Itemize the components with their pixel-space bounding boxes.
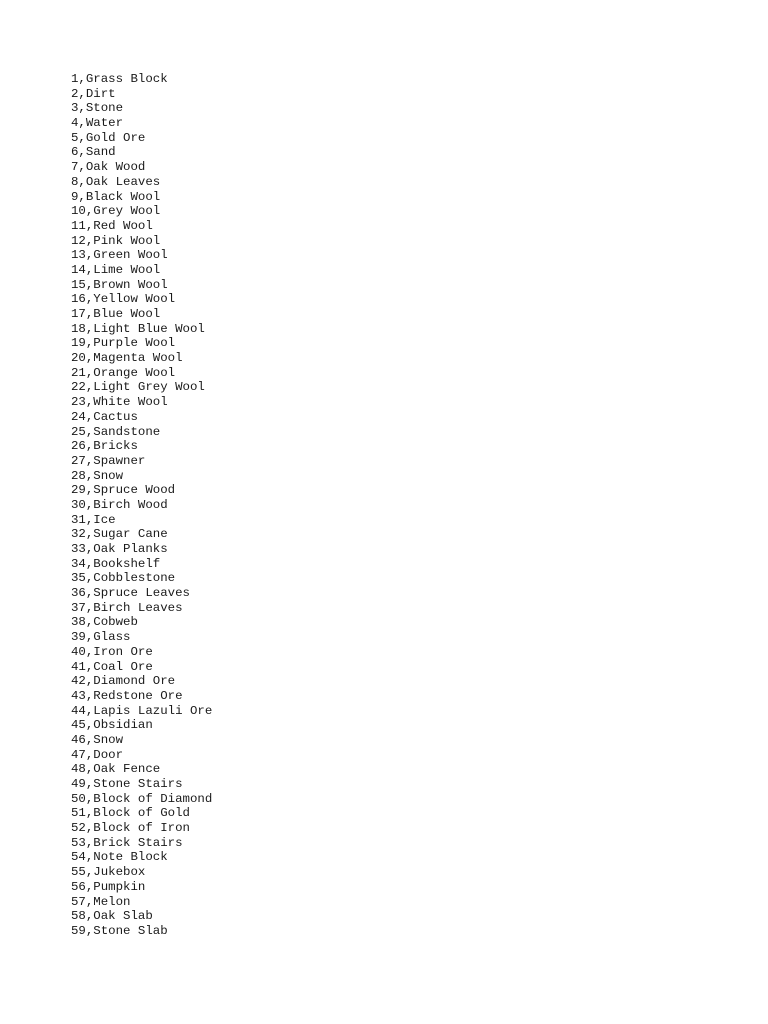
list-item: 27,Spawner <box>71 453 146 468</box>
list-item: 56,Pumpkin <box>71 879 146 894</box>
list-item: 1,Grass Block <box>71 72 168 86</box>
block-id-list <box>71 72 212 939</box>
list-item: 46,Snow <box>71 732 124 747</box>
list-item: 13,Green Wool <box>71 248 168 263</box>
list-item: 54,Note Block <box>71 850 168 865</box>
list-item: 32,Sugar Cane <box>71 527 168 542</box>
list-item: 5,Gold Ore <box>71 130 146 145</box>
list-item: 17,Blue Wool <box>71 307 161 321</box>
list-item: 10,Grey Wool <box>71 204 161 219</box>
list-item: 33,Oak Planks <box>71 542 168 556</box>
list-item: 58,Oak Slab <box>71 909 153 924</box>
list-item: 47,Door <box>71 747 124 762</box>
list-item: 38,Cobweb <box>71 615 138 630</box>
list-item: 3,Stone <box>71 101 124 116</box>
list-item: 15,Brown Wool <box>71 277 168 292</box>
list-item: 48,Oak Fence <box>71 762 161 777</box>
list-item: 42,Diamond Ore <box>71 674 176 689</box>
list-item: 23,White Wool <box>71 395 168 410</box>
list-item: 41,Coal Ore <box>71 659 153 674</box>
list-item: 55,Jukebox <box>71 865 146 880</box>
list-item: 28,Snow <box>71 468 124 483</box>
list-item: 30,Birch Wood <box>71 497 168 512</box>
list-item: 52,Block of Iron <box>71 821 190 836</box>
list-item: 24,Cactus <box>71 409 138 424</box>
list-item: 51,Block of Gold <box>71 806 190 821</box>
list-item: 44,Lapis Lazuli Ore <box>71 703 213 718</box>
list-item: 59,Stone Slab <box>71 923 168 938</box>
list-item: 34,Bookshelf <box>71 556 161 571</box>
list-item: 45,Obsidian <box>71 718 153 733</box>
list-item: 50,Block of Diamond <box>71 791 213 806</box>
list-item: 7,Oak Wood <box>71 160 146 175</box>
list-item: 21,Orange Wool <box>71 365 176 380</box>
list-item: 16,Yellow Wool <box>71 292 176 307</box>
list-item: 19,Purple Wool <box>71 336 176 351</box>
list-item: 11,Red Wool <box>71 218 153 233</box>
list-item: 20,Magenta Wool <box>71 351 183 366</box>
list-item: 57,Melon <box>71 894 131 909</box>
list-item: 2,Dirt <box>71 86 116 101</box>
list-item: 53,Brick Stairs <box>71 835 183 850</box>
list-item: 31,Ice <box>71 512 116 527</box>
list-item: 18,Light Blue Wool <box>71 321 205 336</box>
list-item: 36,Spruce Leaves <box>71 586 190 601</box>
list-item: 29,Spruce Wood <box>71 483 176 498</box>
list-item: 4,Water <box>71 116 124 131</box>
list-item: 49,Stone Stairs <box>71 777 183 791</box>
list-item: 43,Redstone Ore <box>71 688 183 703</box>
list-item: 9,Black Wool <box>71 189 161 204</box>
list-item: 39,Glass <box>71 630 131 645</box>
list-item: 8,Oak Leaves <box>71 174 161 189</box>
list-item: 40,Iron Ore <box>71 644 153 659</box>
list-item: 22,Light Grey Wool <box>71 380 205 395</box>
list-item: 26,Bricks <box>71 439 138 454</box>
list-item: 12,Pink Wool <box>71 233 161 248</box>
list-item: 6,Sand <box>71 145 116 160</box>
list-item: 35,Cobblestone <box>71 571 176 586</box>
list-item: 14,Lime Wool <box>71 262 161 277</box>
list-item: 25,Sandstone <box>71 424 161 439</box>
list-item: 37,Birch Leaves <box>71 600 183 615</box>
